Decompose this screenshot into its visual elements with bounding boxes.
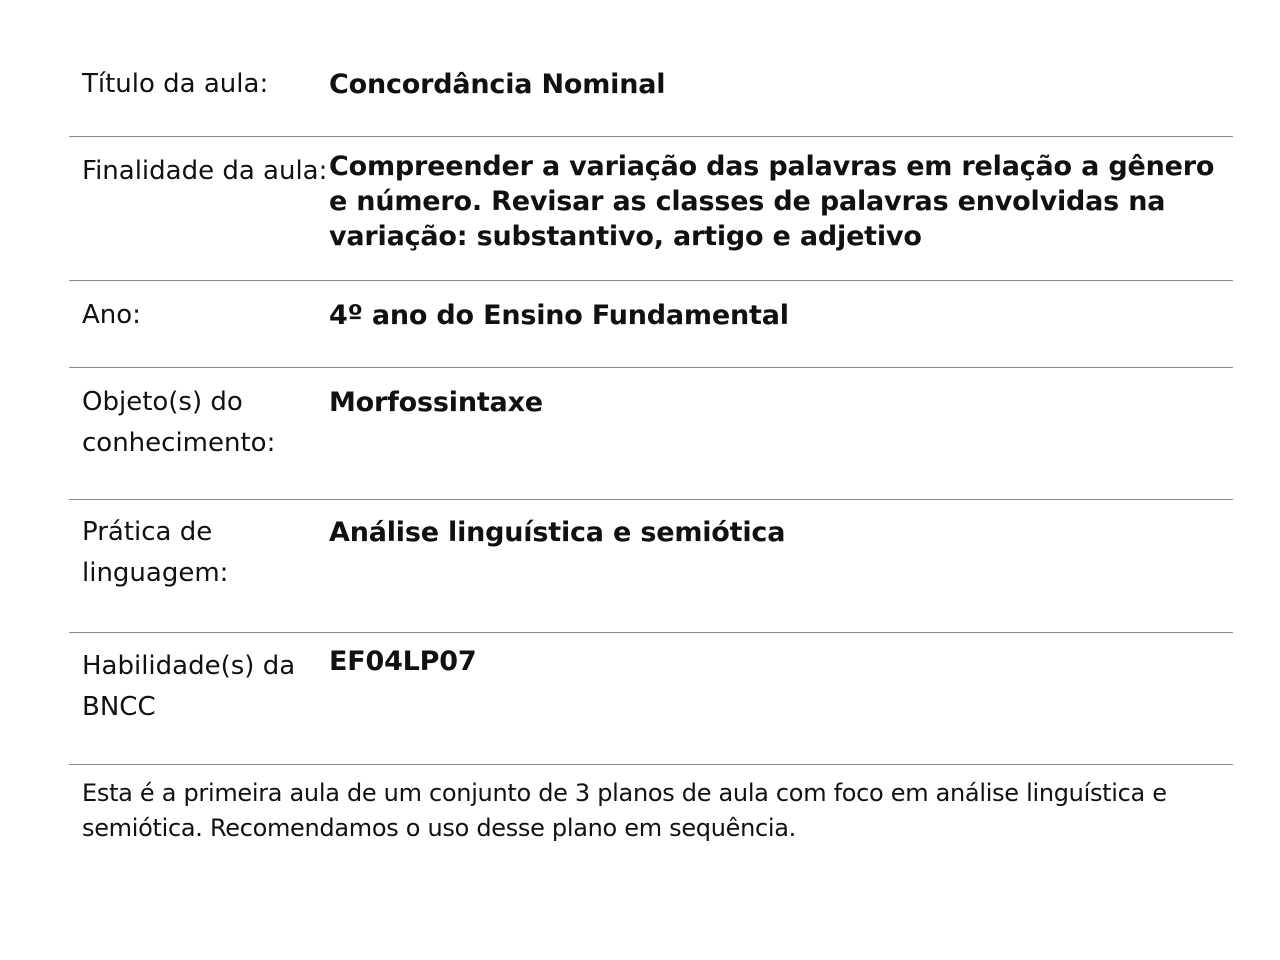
bncc-skills-value: EF04LP07 [329,646,477,677]
lesson-purpose-value: Compreender a variação das palavras em relação a gênero e número. Revisar as classes de palavras envolvidas na variação: substantivo, artigo e adjetivo [329,151,1215,252]
knowledge-objects-value: Morfossintaxe [329,387,543,418]
row-lesson-purpose [69,137,1233,281]
school-year-value: 4º ano do Ensino Fundamental [329,300,789,331]
lesson-title-label: Título da aula: [82,69,269,99]
row-school-year [69,281,1233,368]
school-year-label: Ano: [82,300,141,330]
row-knowledge-objects [69,368,1233,500]
sequence-note: Esta é a primeira aula de um conjunto de 3 planos de aula com foco em análise linguística e semiótica. Recomendamos o uso desse plano em sequência. [82,779,1167,842]
lesson-plan-table [69,50,1233,846]
language-practice-value: Análise linguística e semiótica [329,517,786,548]
lesson-title-value: Concordância Nominal [329,69,666,100]
row-language-practice [69,500,1233,633]
language-practice-label: Prática de linguagem: [82,517,229,588]
bncc-skills-label: Habilidade(s) da BNCC [82,651,296,722]
row-bncc-skills [69,633,1233,765]
lesson-purpose-label: Finalidade da aula: [82,156,328,186]
knowledge-objects-label: Objeto(s) do conhecimento: [82,387,276,458]
row-lesson-title [69,50,1233,137]
